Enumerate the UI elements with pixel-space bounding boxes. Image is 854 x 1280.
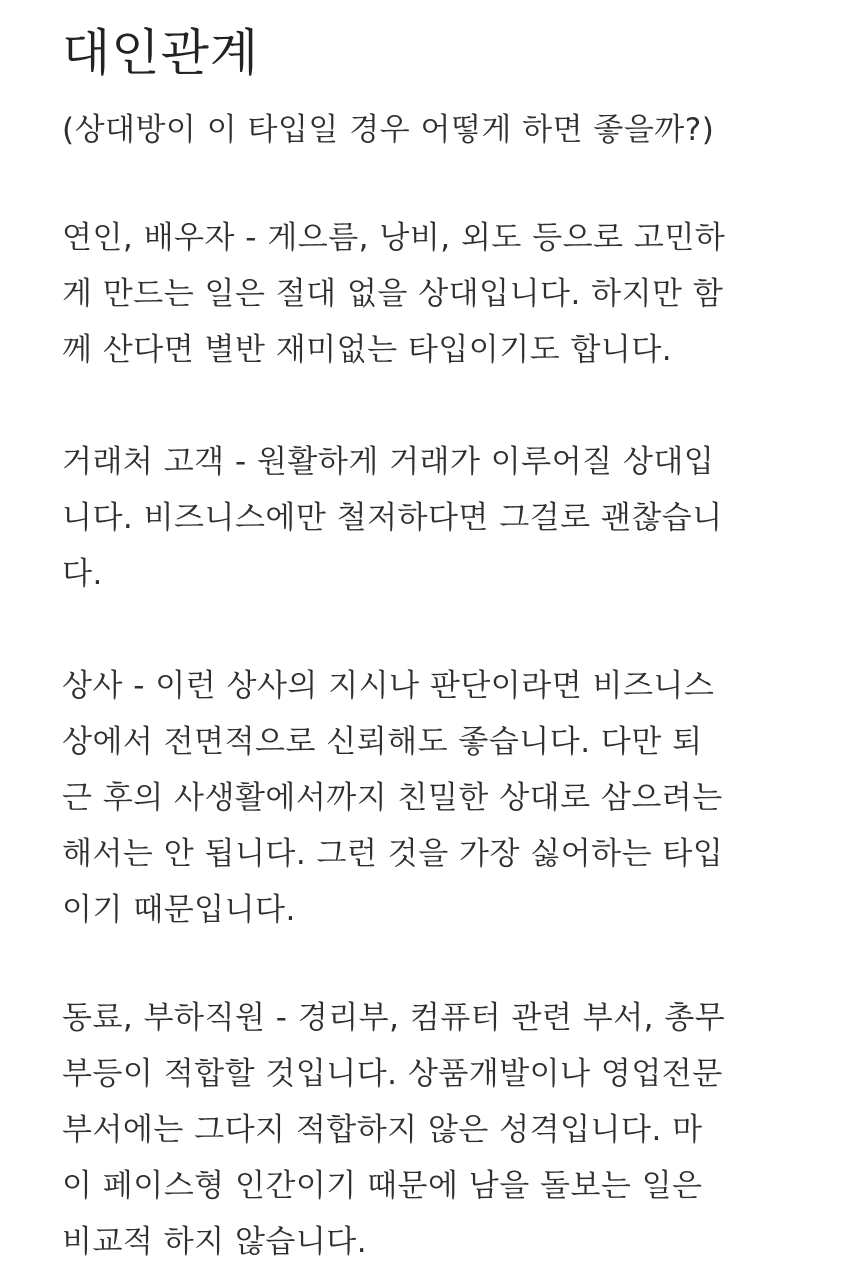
paragraph-line: 다. (62, 556, 103, 592)
paragraph-line: 동료, 부하직원 - 경리부, 컴퓨터 관련 부서, 총무 (62, 1000, 726, 1036)
page-title: 대인관계 (62, 24, 260, 82)
paragraph-line: 께 산다면 별반 재미없는 타입이기도 합니다. (62, 332, 673, 368)
paragraph-line: 이 페이스형 인간이기 때문에 남을 돌보는 일은 (62, 1168, 703, 1204)
paragraph-line: 부서에는 그다지 적합하지 않은 성격입니다. 마 (62, 1112, 703, 1148)
paragraph-line: 상사 - 이런 상사의 지시나 판단이라면 비즈니스 (62, 668, 715, 704)
subtitle: (상대방이 이 타입일 경우 어떻게 하면 좋을까?) (62, 112, 715, 148)
paragraph-line: 연인, 배우자 - 게으름, 낭비, 외도 등으로 고민하 (62, 220, 726, 256)
paragraph-line: 상에서 전면적으로 신뢰해도 좋습니다. 다만 퇴 (62, 724, 703, 760)
paragraph-line: 비교적 하지 않습니다. (62, 1224, 368, 1260)
paragraph-line: 근 후의 사생활에서까지 친밀한 상대로 삼으려는 (62, 780, 723, 816)
paragraph-line: 니다. 비즈니스에만 철저하다면 그걸로 괜찮습니 (62, 500, 723, 536)
paragraph-line: 이기 때문입니다. (62, 892, 296, 928)
paragraph-line: 거래처 고객 - 원활하게 거래가 이루어질 상대입 (62, 444, 715, 480)
paragraph-line: 부등이 적합할 것입니다. 상품개발이나 영업전문 (62, 1056, 723, 1092)
paragraph-line: 게 만드는 일은 절대 없을 상대입니다. 하지만 함 (62, 276, 724, 312)
paragraph-line: 해서는 안 됩니다. 그런 것을 가장 싫어하는 타입 (62, 836, 724, 872)
